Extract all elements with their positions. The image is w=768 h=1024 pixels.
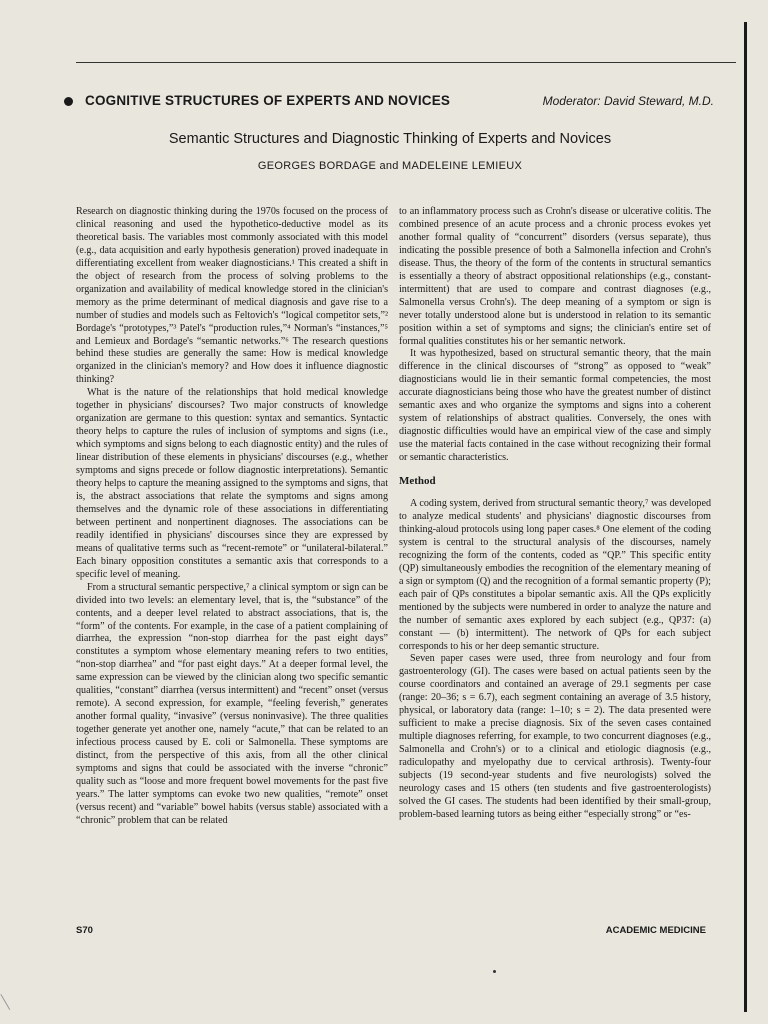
- paragraph: Seven paper cases were used, three from neurology and four from gastroenterology (GI). The cases were based on actual patients seen by the course coordinators and contained an average of 29.1 segments per case (range: 20–36; s = 6.7), each segment containing an average of 3.5 history, physical, or laboratory data (range: 1–10; s = 2). The data presented were sufficient to make a precise diagnosis. Six of the seven cases contained multiple diagnoses referring, for example, to two concurrent diagnoses (e.g., Salmonella and Crohn's) or to a clinical and etiologic diagnosis (e.g., radiculopathy and myelopathy due to cervical arthrosis). Twenty-four subjects (19 second-year students and five neurologists) solved the neurology cases and 15 others (ten students and five gastroenterologists) solved the GI cases. The students had been identified by their small-group, problem-based learning tutors as being either “especially strong” or “es-: [399, 653, 711, 820]
- right-column: [399, 206, 711, 822]
- scan-speck: [493, 970, 496, 973]
- header-rule: [76, 62, 736, 63]
- section-heading-method: Method: [399, 475, 436, 488]
- left-column: [76, 206, 388, 828]
- paragraph: It was hypothesized, based on structural semantic theory, that the main difference in the clinical discourses of “strong” as opposed to “weak” diagnosticians would lie in their semantic formal competencies, the most accurate diagnosticians being those who have the greatest number of distinct semantic axes and who organize the symptoms and signs into a coherent system of relationships of abstract qualities. Conversely, the ones with diagnostic difficulties would have an empirical view of the case and simply use the material facts contained in the case without recognizing their formal or semantic characteristics.: [399, 348, 711, 464]
- paragraph: What is the nature of the relationships that hold medical knowledge together in physicians' discourses? Two major constructs of knowledge organization are germane to this question: syntax and semantics. Syntactic theory helps to capture the rules of inclusion of symptoms and signs (i.e., which symptoms and signs belong to each diagnostic entity) and the rules of linear distribution of these elements in physicians' discourses (e.g., whether symptoms and signs precede or follow diagnostic interpretations). Semantic theory helps to capture the meaning assigned to the symptoms and signs, that is, the abstract associations that relate the symptoms and signs among themselves and the dynamic role of these associations in differentiating between pertinent and nonpertinent diagnoses. The associations can be readily identified in physicians' discourses since they are expressed by means of qualitative terms such as “recent-remote” or “unilateral-bilateral.” Each binary opposition constitutes a semantic axis that corresponds to a specific level of meaning.: [76, 387, 388, 580]
- journal-name: ACADEMIC MEDICINE: [605, 925, 706, 936]
- paragraph: to an inflammatory process such as Crohn's disease or ulcerative colitis. The combined presence of an acute process and a chronic process evokes yet another formal quality of “concurrent” disorders (versus separate), thus indicating the possible presence of both a Salmonella infection and Crohn's disease. Thus, the theory of the form of the contents in structural semantics is essentially a theory of abstract oppositional relationships (e.g., constant-intermittent) that are used to compare and contrast diagnoses (e.g., Salmonella versus Crohn's). The deep meaning of a symptom or sign is never totally understood alone but is understood in relation to its semantic position within a set of symptoms and signs; the clinician's entire set of formal qualities constitutes his or her semantic network.: [399, 206, 711, 347]
- scan-mark: [0, 988, 20, 1010]
- paragraph: Research on diagnostic thinking during the 1970s focused on the process of clinical reasoning and used the hypothetico-deductive model as its theoretical basis. The variables most commonly associated with this model (e.g., data acquisition and early hypothesis generation) proved inadequate in differentiating excellent from weaker diagnosticians.¹ This created a shift in the object of research from the process of solving problems to the organization and availability of medical knowledge stored in the clinician's memory as the prime determinant of medical diagnosis and gave rise to a number of studies and models such as Feltovich's “logical competitor sets,”² Bordage's “prototypes,”³ Patel's “production rules,”⁴ Norman's “instances,”⁵ and Lemieux and Bordage's “semantic networks.”⁶ The research questions behind these studies are generally the same: How is medical knowledge organized in the clinician's memory? and How does it influence diagnostic thinking?: [76, 206, 388, 386]
- paragraph: From a structural semantic perspective,⁷ a clinical symptom or sign can be divided into two levels: an elementary level, that is, the “substance” of the contents, and a deeper level related to abstract associations, that is, the “form” of the contents. For example, in the case of a patient complaining of diarrhea, the expression “non-stop diarrhea for the past eight days” constitutes a symptom whose elementary meaning refers to two entities, “non-stop diarrhea” and “for past eight days.” At a deeper formal level, the same expression can be viewed by the clinician along two specific semantic qualities, “constant” diarrhea (versus intermittent) and “recent” onset (versus remote). A second expression, for example, “feeling feverish,” generates another formal quality, “invasive” (versus noninvasive). The three qualities together generate yet another one, namely “acute,” that can be related to an infectious process caused by E. coli or Salmonella. These symptoms are distinct, from the perspective of this axis, from all the other clinical symptoms and signs that could be associated with the inverse “chronic” quality such as “loose and more frequent bowel movements for the past five years.” The latter symptoms can evoke two new qualities, “remote” onset (versus recent) and “variable” bowel habits (versus stable) associated with a “chronic” problem that can be related: [76, 581, 388, 826]
- article-title: Semantic Structures and Diagnostic Thinking of Experts and Novices: [168, 131, 612, 147]
- article-authors: GEORGES BORDAGE and MADELEINE LEMIEUX: [257, 160, 523, 172]
- page-edge-line: [744, 22, 747, 1012]
- section-header: [64, 93, 714, 113]
- paragraph: A coding system, derived from structural semantic theory,⁷ was developed to analyze medical students' and physicians' diagnostic discourses from thinking-aloud protocols using long paper cases.⁸ One element of the coding system is central to the structural analysis of the discourses, namely recognizing the form of the contents, coded as “QP.” This specific entity (QP) simultaneously embodies the recognition of the elementary meaning of a sign or symptom (Q) and the recognition of a formal semantic property (P); each pair of QPs constitutes a bipolar semantic axis. All the QPs explicitly mentioned by the subjects were numbered in order to analyze the nature and the number of semantic axes explored by each subject (e.g., QP37: (a) constant — (b) intermittent). The network of QPs for each subject corresponds to his or her deep semantic structure.: [399, 498, 711, 652]
- section-title: COGNITIVE STRUCTURES OF EXPERTS AND NOVICES: [85, 93, 451, 108]
- moderator-credit: Moderator: David Steward, M.D.: [542, 94, 714, 108]
- page-number: S70: [76, 925, 93, 936]
- bullet-icon: [64, 97, 73, 106]
